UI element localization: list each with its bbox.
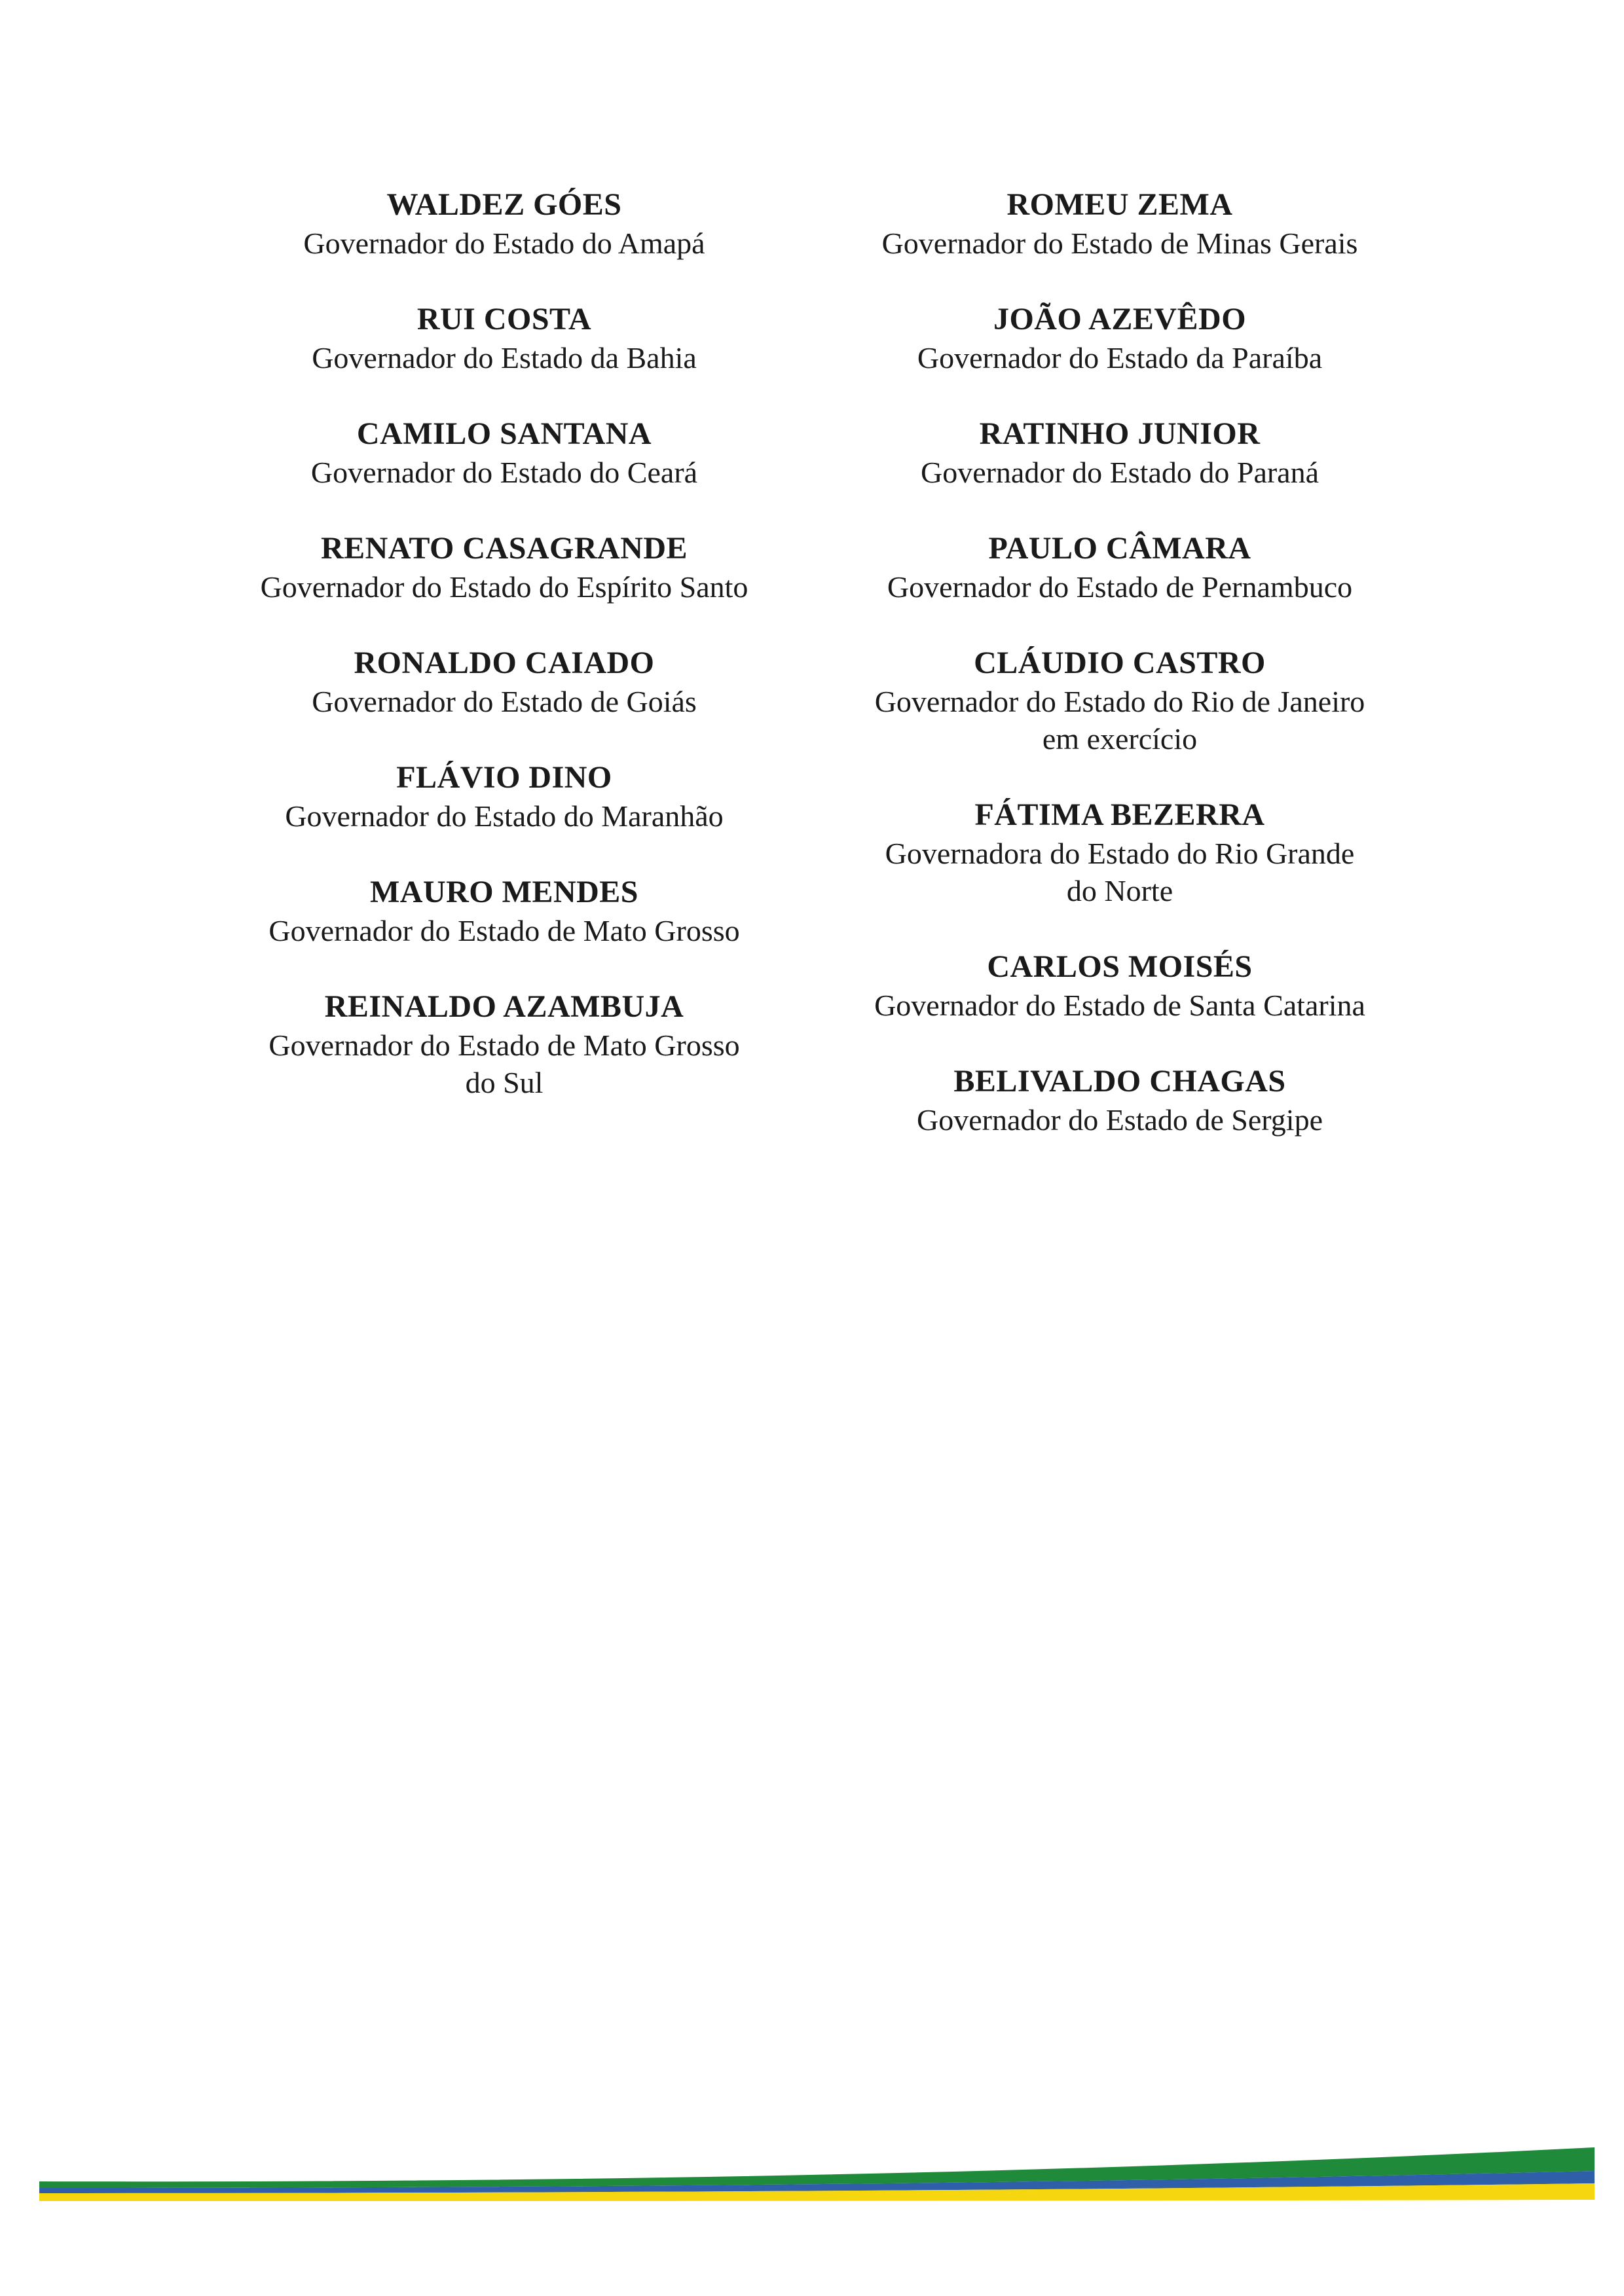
signatory-name: RATINHO JUNIOR — [979, 416, 1261, 451]
signatory-title: Governador do Estado de Minas Gerais — [881, 227, 1358, 260]
signatory-block — [223, 644, 786, 720]
signatory-block — [223, 873, 786, 949]
signatory-name: CAMILO SANTANA — [356, 416, 652, 451]
signatory-name: PAULO CÂMARA — [988, 531, 1251, 566]
signatory-block — [838, 300, 1401, 376]
footer-flag-stripes — [0, 2128, 1624, 2232]
signatory-block — [838, 644, 1401, 757]
signatory-title-continued: em exercício — [1042, 722, 1198, 756]
signatory-name: CARLOS MOISÉS — [987, 949, 1253, 984]
signatory-name: JOÃO AZEVÊDO — [993, 302, 1247, 337]
signatory-title: Governador do Estado do Ceará — [310, 456, 698, 489]
signatory-name: BELIVALDO CHAGAS — [953, 1064, 1286, 1099]
signatory-block — [838, 1062, 1401, 1139]
signatory-name: FÁTIMA BEZERRA — [974, 797, 1265, 832]
signatory-block — [223, 758, 786, 835]
signatory-name: CLÁUDIO CASTRO — [974, 646, 1266, 680]
signatory-title: Governadora do Estado do Rio Grande — [885, 837, 1355, 870]
signatory-title: Governador do Estado de Goiás — [312, 685, 697, 718]
signatory-title: Governador do Estado de Santa Catarina — [874, 989, 1365, 1022]
signatory-block — [838, 529, 1401, 606]
signatory-block — [838, 185, 1401, 262]
signatory-title: Governador do Estado do Rio de Janeiro — [874, 685, 1365, 718]
signatory-name: REINALDO AZAMBUJA — [324, 989, 684, 1024]
signatory-name: ROMEU ZEMA — [1006, 187, 1233, 222]
signatory-title: Governador do Estado da Bahia — [312, 341, 697, 374]
signatory-name: MAURO MENDES — [370, 875, 638, 909]
signatory-title: Governador do Estado do Espírito Santo — [260, 570, 748, 604]
signatory-title: Governador do Estado de Pernambuco — [887, 570, 1353, 604]
signatory-block — [223, 300, 786, 376]
signatory-title: Governador do Estado de Mato Grosso — [268, 1029, 740, 1062]
signatory-block — [223, 414, 786, 491]
signatory-title-continued: do Norte — [1066, 874, 1173, 907]
signatory-block — [223, 529, 786, 606]
signatory-title: Governador do Estado do Amapá — [303, 227, 705, 260]
signatory-name: RONALDO CAIADO — [354, 646, 655, 680]
signatory-block — [223, 987, 786, 1101]
signatory-block — [223, 185, 786, 262]
signatory-title-continued: do Sul — [465, 1066, 544, 1099]
right-signatory-column — [838, 185, 1401, 1176]
signatory-title: Governador do Estado de Sergipe — [917, 1103, 1323, 1137]
signatory-name: WALDEZ GÓES — [386, 187, 622, 222]
signatory-name: RENATO CASAGRANDE — [320, 531, 688, 566]
signatory-title: Governador do Estado da Paraíba — [917, 341, 1323, 374]
signatory-block — [838, 414, 1401, 491]
left-signatory-column — [223, 185, 786, 1139]
signatory-block — [838, 795, 1401, 909]
signatory-block — [838, 947, 1401, 1024]
signatory-title: Governador do Estado do Maranhão — [285, 799, 724, 833]
signatory-name: FLÁVIO DINO — [396, 760, 612, 795]
signatory-title: Governador do Estado do Paraná — [920, 456, 1320, 489]
signatory-name: RUI COSTA — [416, 302, 592, 337]
signatory-title: Governador do Estado de Mato Grosso — [268, 914, 740, 947]
